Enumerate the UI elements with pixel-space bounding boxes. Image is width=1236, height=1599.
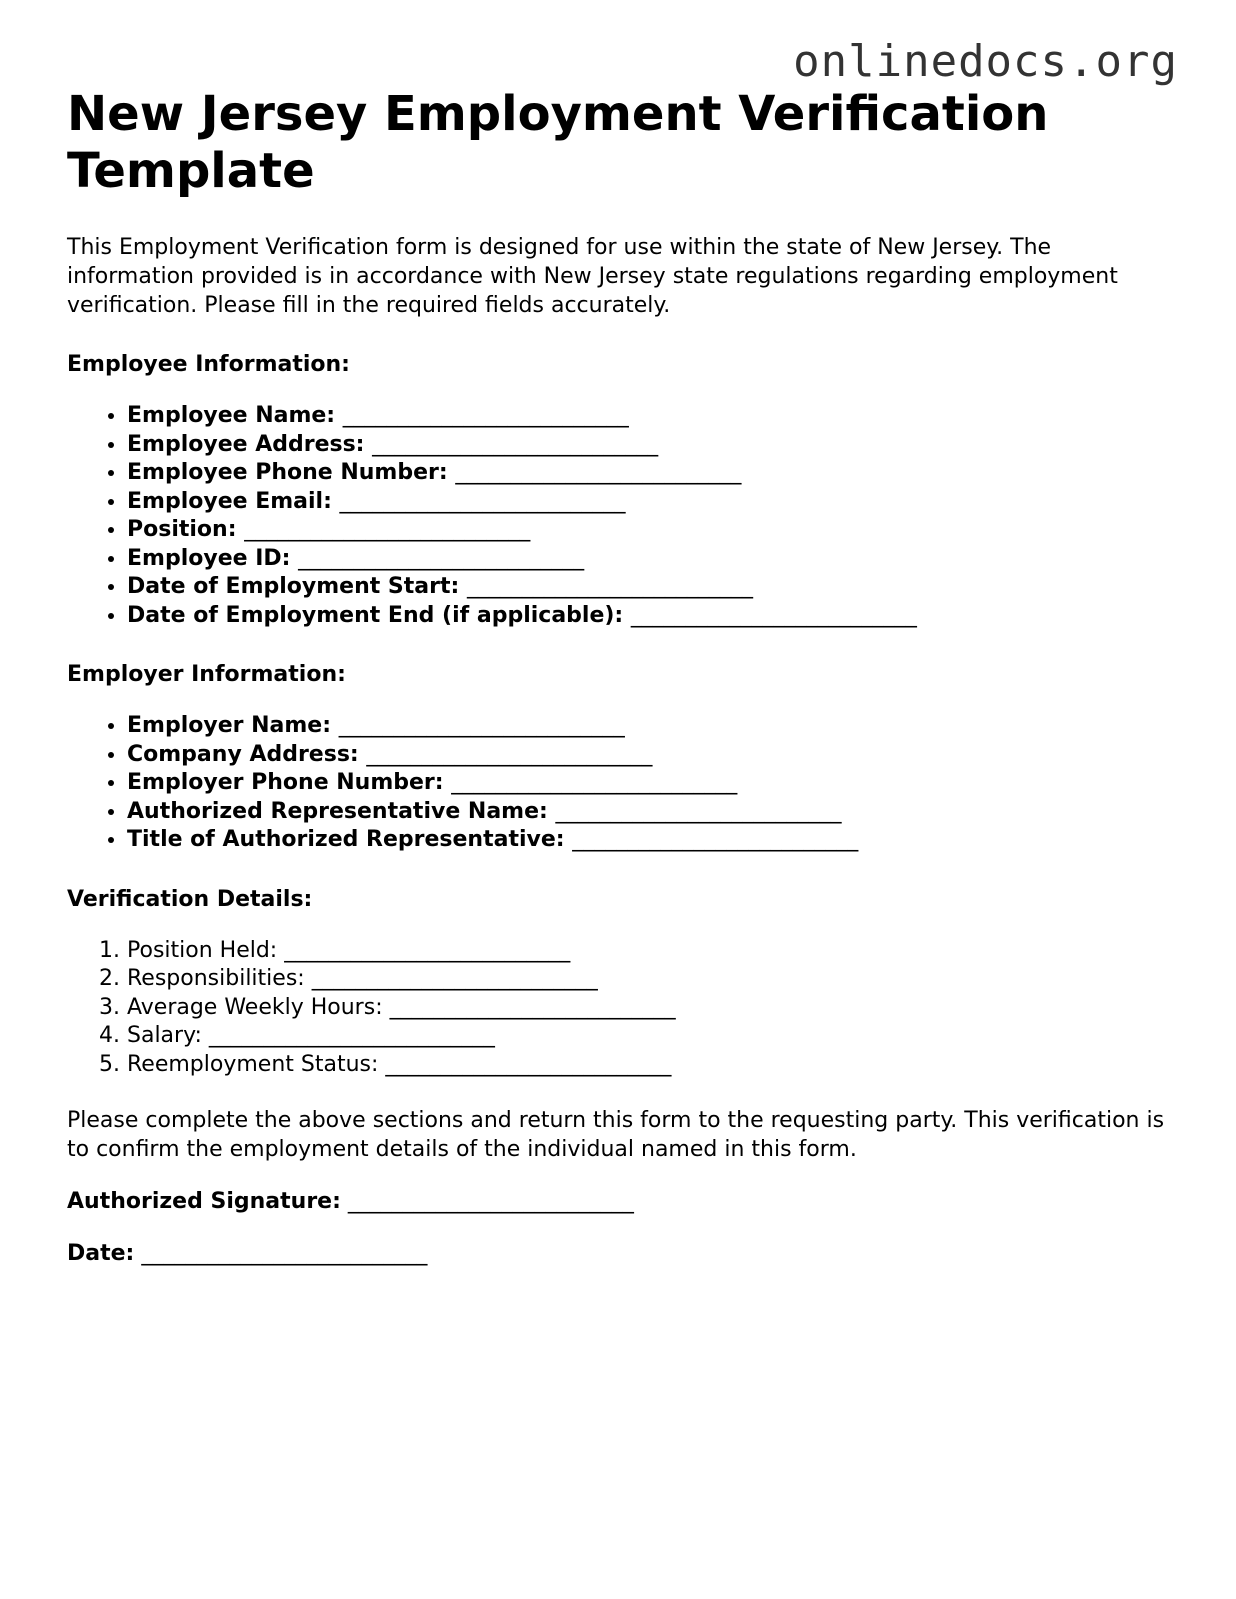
fill-blank: __________________________ [347, 1189, 634, 1214]
closing-paragraph: Please complete the above sections and return this form to the requesting party. This verification is to confirm the employment details of the individual named in this form. [67, 1108, 1165, 1162]
fill-blank: __________________________ [338, 713, 625, 738]
fill-blank: __________________________ [385, 1051, 672, 1077]
fill-blank: __________________________ [630, 602, 917, 628]
fill-blank: __________________________ [141, 1241, 428, 1266]
fill-blank: __________________________ [466, 574, 753, 599]
employee-email-field: • Employee Email: __________________________ [127, 488, 1177, 517]
salary-field: 4. Salary: __________________________ [127, 1022, 1177, 1051]
company-address-field: • Company Address: __________________________ [127, 741, 1177, 770]
fill-blank: __________________________ [555, 798, 842, 824]
fill-blank: __________________________ [389, 994, 676, 1020]
employment-end-field: • Date of Employment End (if applicable): __________________________ [127, 602, 1177, 631]
representative-name-field: • Authorized Representative Name: __________________________ [127, 798, 1177, 827]
date-line [67, 1239, 1177, 1268]
employment-start-field: • Date of Employment Start: __________________________ [127, 573, 1177, 602]
document-page [67, 86, 1177, 1268]
fill-blank: __________________________ [339, 488, 626, 514]
fill-blank: __________________________ [342, 403, 629, 428]
fill-blank: __________________________ [244, 517, 531, 542]
employee-field-list [67, 402, 1177, 630]
position-field: • Position: __________________________ [127, 516, 1177, 545]
fill-blank: __________________________ [284, 937, 571, 963]
representative-title-field: • Title of Authorized Representative: __________________________ [127, 826, 1177, 855]
signature-label: Authorized Signature: [67, 1189, 341, 1214]
reemployment-status-field: 5. Reemployment Status: __________________________ [127, 1051, 1177, 1080]
fill-blank: __________________________ [572, 827, 859, 852]
fill-blank: __________________________ [455, 460, 742, 485]
employer-phone-field: • Employer Phone Number: __________________________ [127, 769, 1177, 798]
document-title: New Jersey Employment Verification Template [67, 86, 1049, 199]
verification-section-heading: Verification Details: [67, 886, 313, 912]
employee-address-field: • Employee Address: __________________________ [127, 431, 1177, 460]
employee-section-heading: Employee Information: [67, 352, 350, 377]
weekly-hours-field: 3. Average Weekly Hours: __________________________ [127, 994, 1177, 1023]
employer-field-list [67, 712, 1177, 855]
responsibilities-field: 2. Responsibilities: __________________________ [127, 965, 1177, 994]
date-label: Date: [67, 1241, 135, 1266]
fill-blank: __________________________ [208, 1023, 495, 1048]
fill-blank: __________________________ [372, 431, 659, 457]
intro-paragraph: This Employment Verification form is designed for use within the state of New Jersey. The information provided is in accordance with New Jersey state regulations regarding employment verification. Please fill in the required fields accurately. [67, 235, 1118, 318]
position-held-field: 1. Position Held: __________________________ [127, 937, 1177, 966]
employer-name-field: • Employer Name: __________________________ [127, 712, 1177, 741]
fill-blank: __________________________ [298, 545, 585, 571]
watermark: onlinedocs.org [793, 36, 1178, 87]
verification-field-list [67, 937, 1177, 1080]
employee-id-field: • Employee ID: __________________________ [127, 545, 1177, 574]
signature-line [67, 1187, 1177, 1216]
fill-blank: __________________________ [311, 966, 598, 991]
employer-section-heading: Employer Information: [67, 662, 346, 687]
fill-blank: __________________________ [451, 770, 738, 795]
employee-name-field: • Employee Name: __________________________ [127, 402, 1177, 431]
fill-blank: __________________________ [366, 741, 653, 767]
employee-phone-field: • Employee Phone Number: __________________________ [127, 459, 1177, 488]
